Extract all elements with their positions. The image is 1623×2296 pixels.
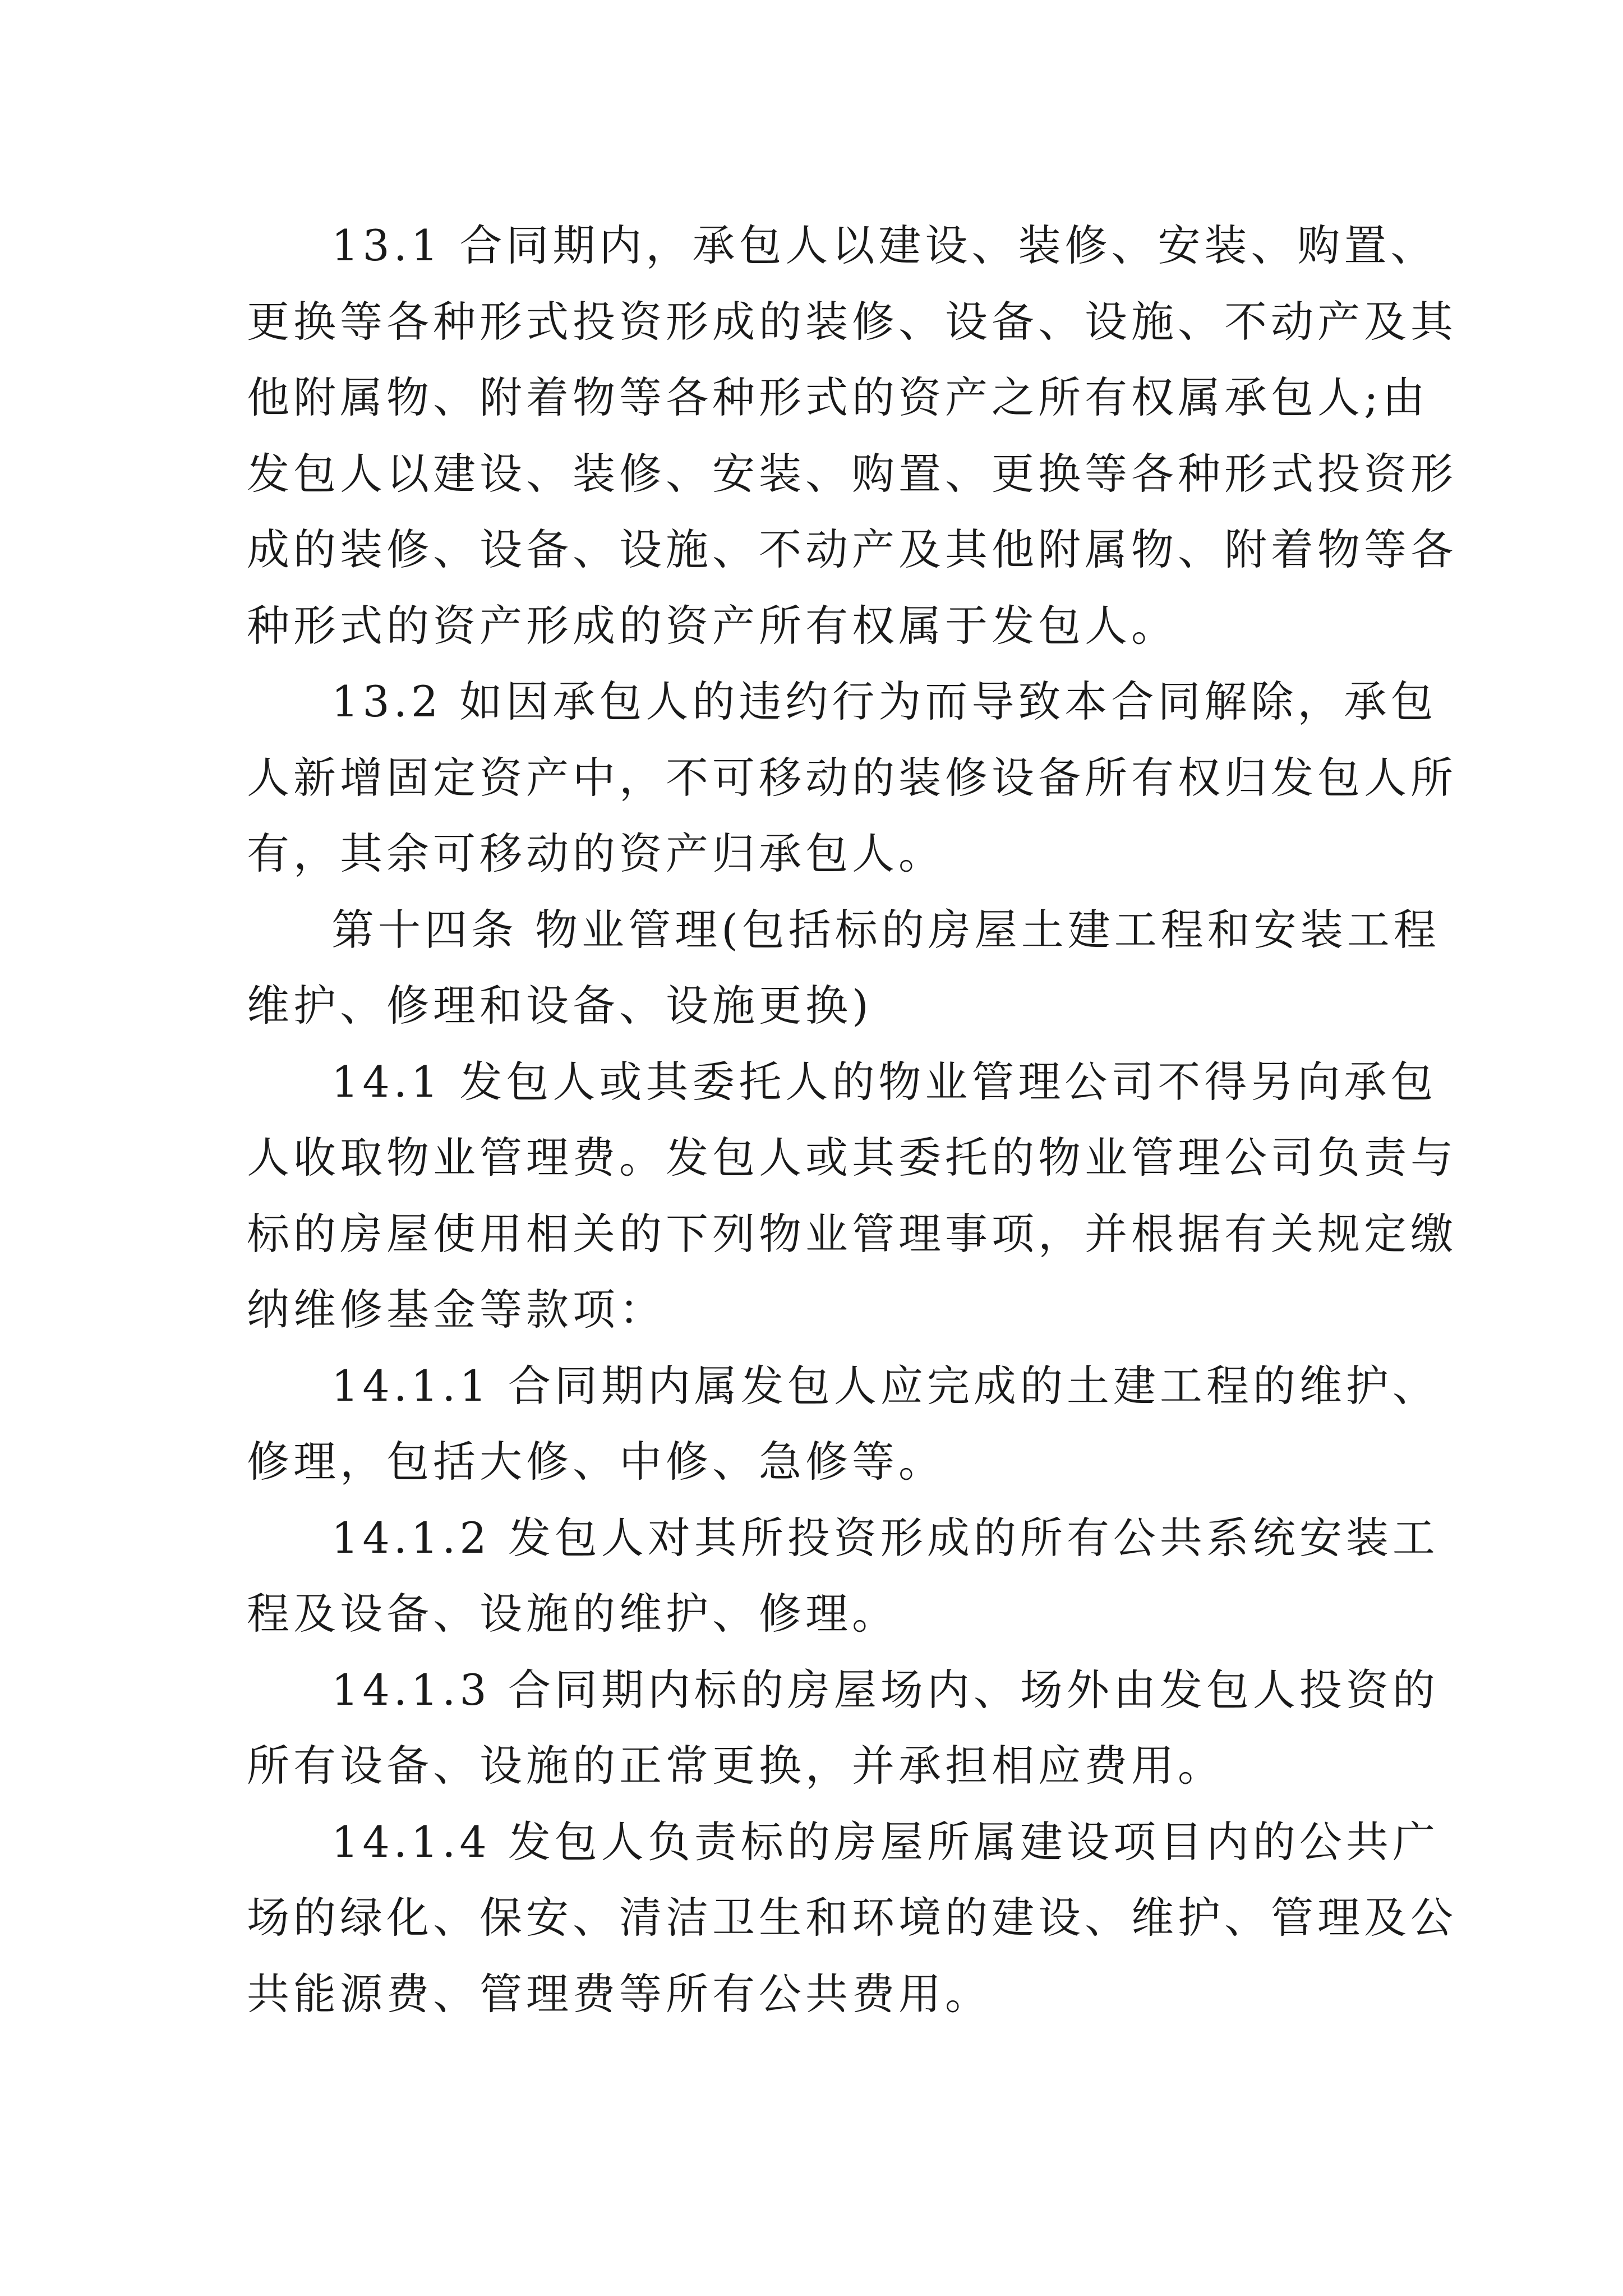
text-line: 13.2 如因承包人的违约行为而导致本合同解除，承包 xyxy=(331,677,1437,726)
text-line: 14.1.1 合同期内属发包人应完成的土建工程的维护、 xyxy=(331,1360,1439,1411)
text-line: 发包人以建设、装修、安装、购置、更换等各种形式投资形 xyxy=(247,448,1457,499)
text-line: 14.1.2 发包人对其所投资形成的所有公共系统安装工 xyxy=(331,1512,1439,1563)
text-line: 14.1.4 发包人负责标的房屋所属建设项目内的公共广 xyxy=(331,1816,1439,1867)
text-line: 人新增固定资产中，不可移动的装修设备所有权归发包人所 xyxy=(247,752,1457,803)
text-line: 14.1 发包人或其委托人的物业管理公司不得另向承包 xyxy=(331,1056,1437,1107)
text-line: 成的装修、设备、设施、不动产及其他附属物、附着物等各 xyxy=(247,524,1457,574)
text-line: 更换等各种形式投资形成的装修、设备、设施、不动产及其 xyxy=(247,296,1457,347)
contract-text xyxy=(247,208,1457,2032)
text-line: 共能源费、管理费等所有公共费用。 xyxy=(247,1968,992,2019)
text-line: 种形式的资产形成的资产所有权属于发包人。 xyxy=(247,600,1178,651)
text-line: 场的绿化、保安、清洁卫生和环境的建设、维护、管理及公 xyxy=(247,1893,1457,1943)
text-line: 第十四条 物业管理(包括标的房屋土建工程和安装工程 xyxy=(331,904,1440,955)
text-line: 所有设备、设施的正常更换，并承担相应费用。 xyxy=(247,1741,1224,1791)
text-line: 程及设备、设施的维护、修理。 xyxy=(247,1589,898,1639)
text-line: 人收取物业管理费。发包人或其委托的物业管理公司负责与 xyxy=(247,1133,1457,1182)
text-line: 修理，包括大修、中修、急修等。 xyxy=(247,1437,945,1487)
text-line: 有，其余可移动的资产归承包人。 xyxy=(247,829,945,878)
text-line: 他附属物、附着物等各种形式的资产之所有权属承包人;由 xyxy=(247,372,1429,422)
text-line: 维护、修理和设备、设施更换) xyxy=(247,981,873,1030)
text-line: 13.1 合同期内，承包人以建设、装修、安装、购置、 xyxy=(331,220,1437,270)
text-line: 标的房屋使用相关的下列物业管理事项，并根据有关规定缴 xyxy=(247,1208,1457,1259)
text-line: 14.1.3 合同期内标的房屋场内、场外由发包人投资的 xyxy=(331,1664,1439,1715)
text-line: 纳维修基金等款项： xyxy=(247,1285,666,1335)
